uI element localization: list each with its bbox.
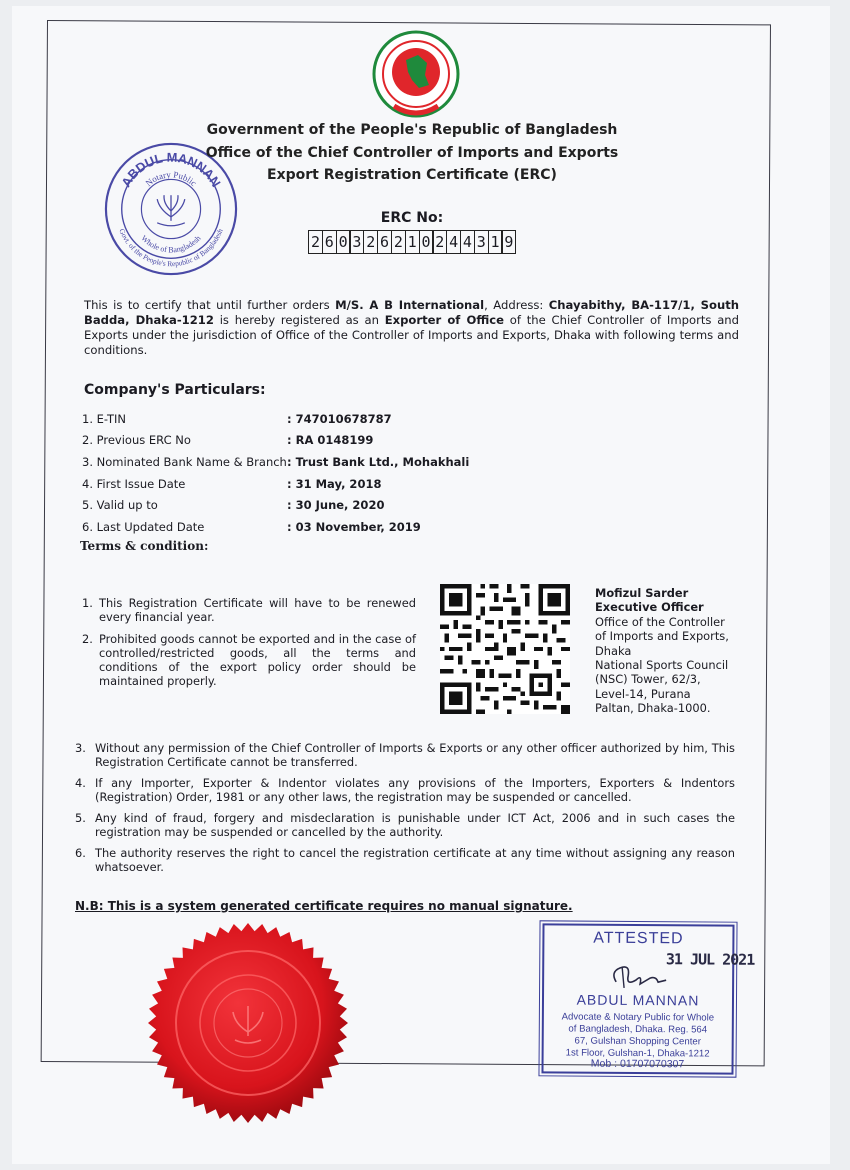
particular-row bbox=[82, 473, 562, 495]
lotus-icon bbox=[157, 195, 185, 226]
erc-digit: 2 bbox=[432, 230, 447, 254]
terms-list-full bbox=[75, 741, 735, 881]
notary-seal-title: Notary Public bbox=[143, 169, 199, 189]
particular-row bbox=[82, 408, 562, 430]
term-text: Prohibited goods cannot be exported and in the case of controlled/restricted goods, all the terms and conditions of the export policy order should be maintained properly. bbox=[99, 632, 416, 688]
term-item bbox=[82, 596, 416, 624]
red-wax-seal bbox=[145, 920, 351, 1126]
particular-key: 1. E-TIN bbox=[82, 411, 127, 426]
erc-digit: 1 bbox=[405, 230, 420, 254]
government-emblem-icon bbox=[372, 30, 460, 118]
attested-label: ATTESTED bbox=[593, 929, 684, 948]
erc-digit: 2 bbox=[391, 230, 406, 254]
intro-text: This is to certify that until further orders bbox=[84, 298, 336, 312]
certificate-sheet bbox=[12, 6, 830, 1164]
particular-row bbox=[82, 430, 562, 452]
officer-role: Executive Officer bbox=[595, 600, 704, 615]
particular-key: 2. Previous ERC No bbox=[82, 433, 191, 448]
particular-key: 3. Nominated Bank Name & Branch bbox=[82, 454, 287, 469]
intro-text: , Address: bbox=[484, 298, 549, 312]
officer-address-line: National Sports Council bbox=[595, 658, 729, 673]
term-number: 2. bbox=[82, 632, 93, 646]
term-number: 3. bbox=[75, 741, 86, 755]
particular-value: : 31 May, 2018 bbox=[287, 476, 382, 491]
term-item bbox=[75, 741, 735, 769]
svg-text:Whole of Bangladesh bbox=[139, 234, 202, 255]
intro-text: of the Chief Controller of Imports and Exports under the jurisdiction of Office of the Controller of Imports and Exports, Dhaka with following terms and conditions. bbox=[84, 313, 740, 357]
header-office: Office of the Chief Controller of Imports and Exports bbox=[205, 145, 619, 161]
notary-line: 1st Floor, Gulshan-1, Dhaka-1212 bbox=[565, 1047, 710, 1060]
company-name: M/S. A B International bbox=[335, 298, 485, 312]
particular-row bbox=[82, 494, 562, 516]
erc-digit: 9 bbox=[501, 230, 516, 254]
particular-key: 4. First Issue Date bbox=[82, 476, 186, 491]
particular-row bbox=[82, 451, 562, 473]
erc-digit: 3 bbox=[349, 230, 364, 254]
particular-value: : 03 November, 2019 bbox=[287, 519, 421, 534]
term-number: 6. bbox=[75, 846, 86, 860]
term-text: The authority reserves the right to cancel the registration certificate at any time without assigning any reason whatsoever. bbox=[95, 846, 735, 874]
erc-digit: 2 bbox=[363, 230, 378, 254]
term-item bbox=[75, 776, 735, 804]
erc-digit: 4 bbox=[460, 230, 475, 254]
erc-digit: 2 bbox=[308, 230, 323, 254]
notary-seal-scope: Whole of Bangladesh bbox=[139, 233, 203, 255]
particular-key: 6. Last Updated Date bbox=[82, 519, 205, 534]
registration-role: Exporter of Office bbox=[384, 313, 504, 327]
particular-value: : Trust Bank Ltd., Mohakhali bbox=[287, 454, 470, 469]
notary-seal-govt: Govt. of the People's Republic of Bangladesh bbox=[117, 227, 225, 269]
erc-digit: 6 bbox=[322, 230, 337, 254]
term-text: This Registration Certificate will have to be renewed every financial year. bbox=[99, 596, 416, 624]
erc-digit: 6 bbox=[377, 230, 392, 254]
company-address: Chayabithy, BA-117/1, South Badda, Dhaka-1212 bbox=[84, 298, 740, 327]
qr-code bbox=[440, 584, 570, 714]
officer-address-line: Level-14, Purana bbox=[595, 686, 691, 701]
term-item bbox=[75, 811, 735, 839]
notary-phone: Mob : 01707070307 bbox=[590, 1057, 685, 1071]
officer-address-line: of Imports and Exports, bbox=[595, 629, 729, 644]
particular-value: : RA 0148199 bbox=[287, 433, 374, 448]
header-certificate-title: Export Registration Certificate (ERC) bbox=[267, 167, 557, 183]
term-text: Without any permission of the Chief Controller of Imports & Exports or any other officer authorized by him, This Registration Certificate cannot be transferred. bbox=[95, 741, 735, 769]
certification-paragraph bbox=[84, 298, 739, 358]
terms-title: Terms & condition: bbox=[80, 539, 209, 553]
erc-number-boxes bbox=[308, 230, 515, 254]
term-number: 1. bbox=[82, 596, 93, 610]
particulars-title: Company's Particulars: bbox=[84, 382, 266, 398]
intro-text: is hereby registered as an bbox=[213, 313, 385, 327]
erc-digit: 0 bbox=[336, 230, 351, 254]
notary-line: 67, Gulshan Shopping Center bbox=[574, 1035, 701, 1048]
particular-value: : 747010678787 bbox=[287, 411, 392, 426]
header-government: Government of the People's Republic of Bangladesh bbox=[206, 122, 618, 138]
term-item bbox=[75, 846, 735, 874]
notary-line: Advocate & Notary Public for Whole bbox=[561, 1011, 715, 1024]
erc-number-label: ERC No: bbox=[380, 210, 444, 226]
issuing-officer-block bbox=[595, 586, 745, 716]
attestation-stamp bbox=[541, 923, 755, 1074]
term-number: 4. bbox=[75, 776, 86, 790]
particular-row bbox=[82, 516, 562, 538]
erc-digit: 0 bbox=[419, 230, 434, 254]
erc-digit: 1 bbox=[488, 230, 503, 254]
particular-value: : 30 June, 2020 bbox=[287, 498, 385, 513]
notary-name: ABDUL MANNAN bbox=[576, 991, 700, 1009]
terms-list-left bbox=[82, 596, 416, 696]
signature-icon bbox=[606, 962, 676, 992]
attested-date: 31 JUL 2021 bbox=[665, 950, 755, 969]
particulars-list bbox=[82, 408, 562, 538]
erc-digit: 4 bbox=[446, 230, 461, 254]
officer-address-line: Office of the Controller bbox=[595, 614, 725, 629]
erc-digit: 3 bbox=[474, 230, 489, 254]
term-text: Any kind of fraud, forgery and misdeclaration is punishable under ICT Act, 2006 and in such cases the registration may be suspended or cancelled by the authority. bbox=[95, 811, 735, 839]
term-item bbox=[82, 632, 416, 688]
term-number: 5. bbox=[75, 811, 86, 825]
officer-address-line: Dhaka bbox=[595, 643, 632, 658]
notary-line: of Bangladesh, Dhaka. Reg. 564 bbox=[568, 1023, 708, 1036]
officer-address-line: Paltan, Dhaka-1000. bbox=[595, 701, 711, 716]
particular-key: 5. Valid up to bbox=[82, 498, 158, 513]
system-generated-note: N.B: This is a system generated certificate requires no manual signature. bbox=[75, 899, 573, 913]
term-text: If any Importer, Exporter & Indentor violates any provisions of the Importers, Exporters & Indentors (Registration) Order, 1981 or any other laws, the registration may be suspended or cancelled. bbox=[95, 776, 735, 804]
notary-seal-name: ABDUL MANNAN bbox=[118, 149, 224, 190]
officer-address-line: (NSC) Tower, 62/3, bbox=[595, 672, 701, 687]
officer-name: Mofizul Sarder bbox=[595, 586, 689, 600]
